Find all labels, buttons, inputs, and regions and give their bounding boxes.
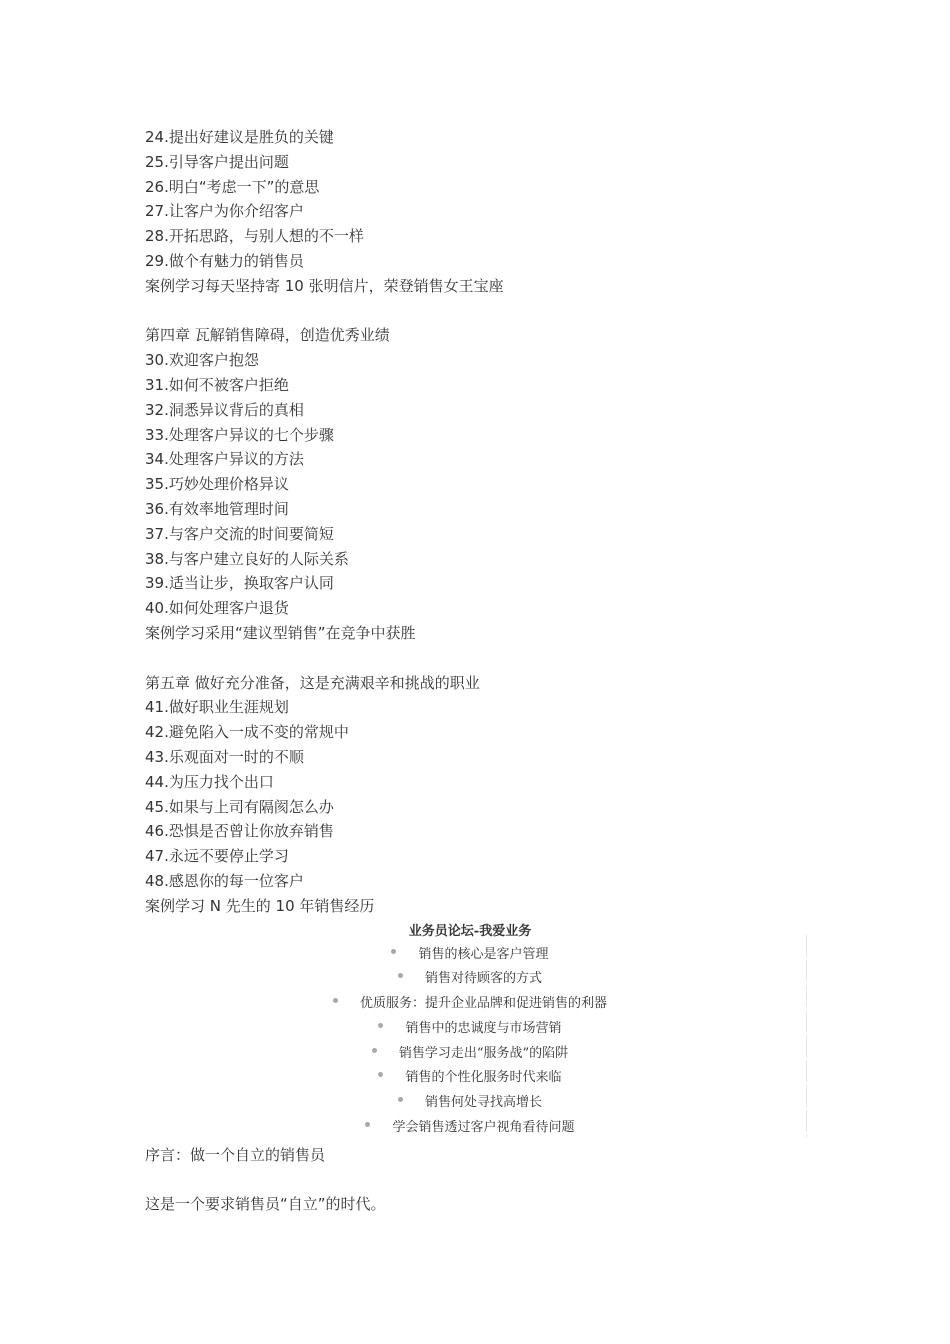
forum-link-item — [130, 1017, 810, 1042]
bullet-icon — [391, 949, 396, 954]
forum-link[interactable]: 销售中的忠诚度与市场营销 — [405, 1020, 562, 1036]
case-study: 案例学习采用“建议型销售”在竞争中获胜 — [145, 623, 416, 642]
list-item: 47.永远不要停止学习 — [145, 847, 289, 866]
forum-link[interactable]: 优质服务：提升企业品牌和促进销售的利器 — [359, 996, 607, 1012]
forum-link-item — [130, 967, 810, 992]
list-item: 31.如何不被客户拒绝 — [145, 375, 289, 394]
list-item: 45.如果与上司有隔阂怎么办 — [145, 797, 334, 816]
forum-link[interactable]: 销售的个性化服务时代来临 — [405, 1070, 562, 1086]
preface-title: 序言：做一个自立的销售员 — [145, 1145, 326, 1164]
preface-section — [145, 1143, 805, 1217]
chapter4-section — [145, 323, 805, 645]
list-item: 34.处理客户异议的方法 — [145, 450, 304, 469]
list-item: 38.与客户建立良好的人际关系 — [145, 549, 349, 568]
divider — [806, 935, 807, 1137]
bullet-icon — [372, 1048, 377, 1053]
list-item: 42.避免陷入一成不变的常规中 — [145, 723, 349, 742]
forum-link[interactable]: 销售对待顾客的方式 — [424, 971, 542, 987]
bullet-icon — [398, 1097, 403, 1102]
forum-link-item — [130, 1066, 810, 1091]
list-item: 40.如何处理客户退货 — [145, 599, 289, 618]
spacer — [145, 646, 805, 671]
bullet-icon — [378, 1072, 383, 1077]
bullet-icon — [333, 998, 338, 1003]
list-item: 46.恐惧是否曾让你放弃销售 — [145, 822, 334, 841]
bullet-icon — [365, 1122, 370, 1127]
list-item: 43.乐观面对一时的不顺 — [145, 747, 304, 766]
bullet-icon — [398, 973, 403, 978]
list-item: 44.为压力找个出口 — [145, 772, 274, 791]
preface-text: 这是一个要求销售员“自立”的时代。 — [145, 1195, 386, 1214]
spacer — [145, 299, 805, 324]
forum-link[interactable]: 销售学习走出“服务战”的陷阱 — [398, 1045, 569, 1061]
document-body — [145, 125, 805, 1217]
forum-link[interactable]: 销售何处寻找高增长 — [424, 1095, 542, 1111]
case-study: 案例学习 N 先生的 10 年销售经历 — [145, 896, 375, 915]
list-item: 24.提出好建议是胜负的关键 — [145, 128, 334, 146]
spacer — [145, 1168, 805, 1193]
forum-link-list — [130, 943, 810, 1141]
list-item: 37.与客户交流的时间要简短 — [145, 524, 334, 543]
list-item: 35.巧妙处理价格异议 — [145, 475, 289, 494]
case-study: 案例学习每天坚持寄 10 张明信片，荣登销售女王宝座 — [145, 276, 504, 295]
forum-link-item — [130, 1116, 810, 1141]
forum-title[interactable]: 业务员论坛-我爱业务 — [408, 923, 532, 939]
list-item: 27.让客户为你介绍客户 — [145, 202, 304, 221]
list-item: 48.感恩你的每一位客户 — [145, 871, 304, 890]
list-item: 36.有效率地管理时间 — [145, 499, 289, 518]
forum-link[interactable]: 学会销售透过客户视角看待问题 — [392, 1120, 575, 1136]
list-item: 26.明白“考虑一下”的意思 — [145, 177, 320, 196]
chapter3-list — [145, 125, 805, 299]
chapter-title: 第五章 做好充分准备，这是充满艰辛和挑战的职业 — [145, 673, 480, 692]
chapter5-section — [145, 671, 805, 919]
bullet-icon — [378, 1023, 383, 1028]
list-item: 33.处理客户异议的七个步骤 — [145, 425, 334, 444]
list-item: 30.欢迎客户抱怨 — [145, 351, 259, 370]
forum-link[interactable]: 销售的核心是客户管理 — [418, 946, 549, 962]
forum-link-item — [130, 1042, 810, 1067]
forum-link-item — [130, 992, 810, 1017]
list-item: 39.适当让步，换取客户认同 — [145, 574, 334, 593]
forum-link-item — [130, 1091, 810, 1116]
forum-link-item — [130, 943, 810, 968]
list-item: 41.做好职业生涯规划 — [145, 698, 289, 717]
list-item: 32.洞悉异议背后的真相 — [145, 400, 304, 419]
list-item: 29.做个有魅力的销售员 — [145, 251, 304, 270]
list-item: 25.引导客户提出问题 — [145, 152, 289, 171]
forum-links-box — [130, 921, 810, 1141]
list-item: 28.开拓思路，与别人想的不一样 — [145, 227, 364, 246]
chapter-title: 第四章 瓦解销售障碍，创造优秀业绩 — [145, 326, 390, 345]
